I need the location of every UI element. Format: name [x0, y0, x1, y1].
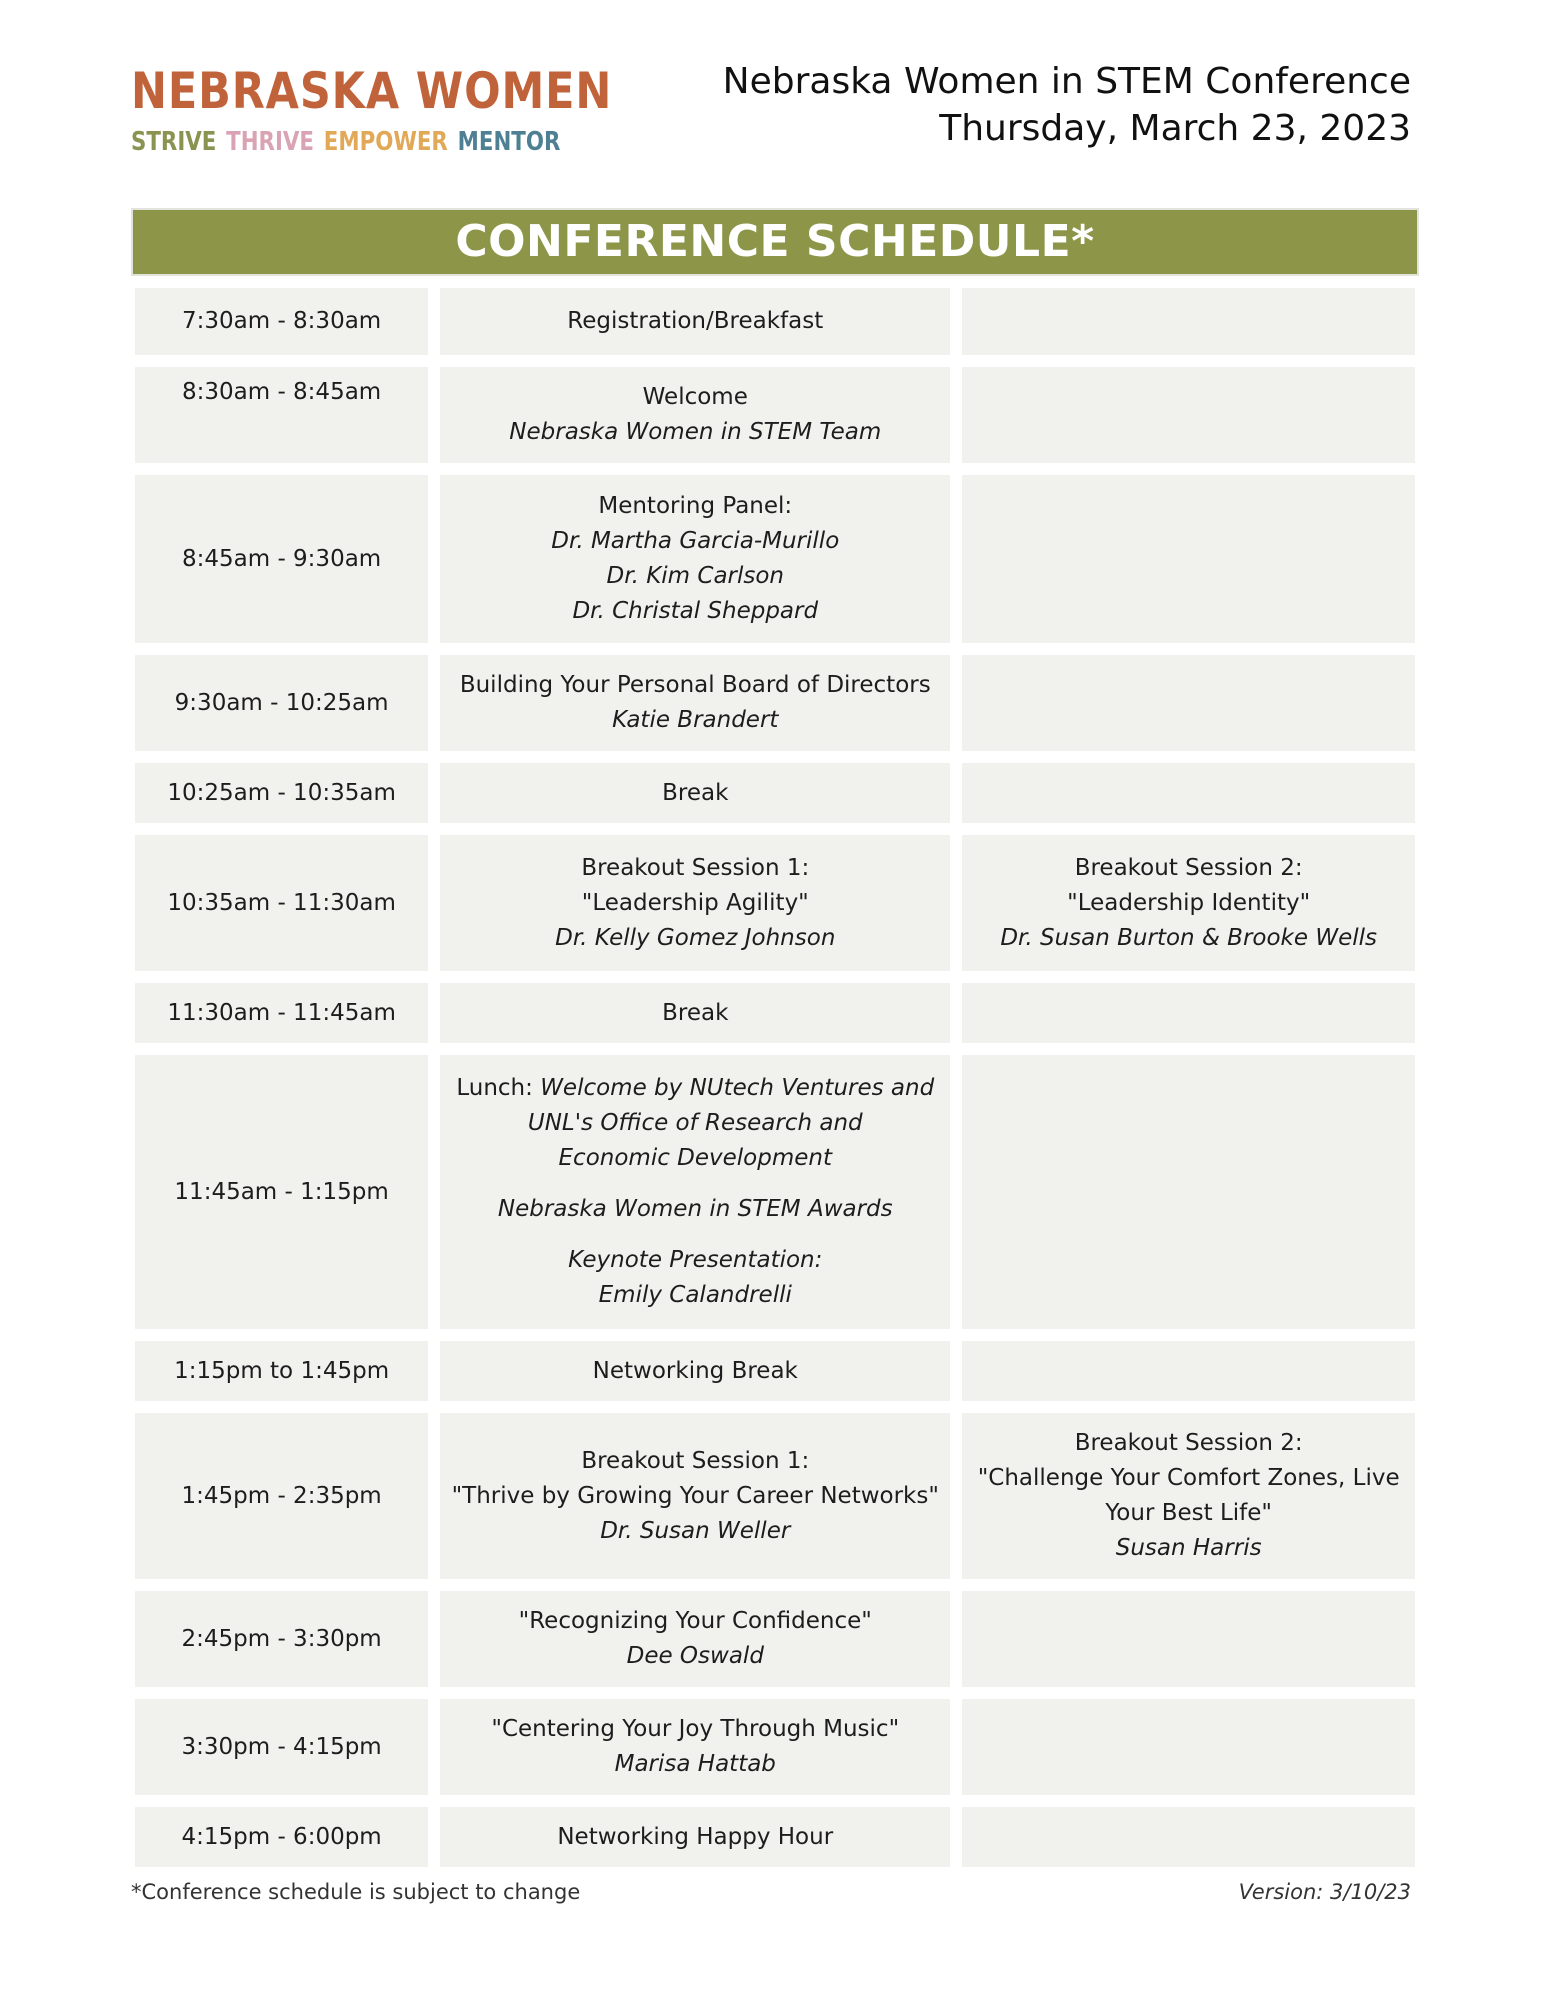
- footer-note: *Conference schedule is subject to change: [131, 1880, 581, 1904]
- lunch-line: [456, 1071, 934, 1106]
- session-title: Networking Happy Hour: [557, 1823, 834, 1850]
- session-cell: [440, 1413, 950, 1579]
- side-cell: [962, 763, 1415, 823]
- schedule-row: [135, 655, 1415, 751]
- session-title: Breakout Session 1:: [581, 854, 810, 881]
- side-cell: [962, 1055, 1415, 1329]
- panelist: Dr. Kim Carlson: [606, 563, 785, 589]
- conference-header: [723, 58, 1411, 152]
- conference-name: Nebraska Women in STEM Conference: [722, 61, 1411, 102]
- session-cell: [440, 655, 950, 751]
- session-speaker: Dr. Kelly Gomez Johnson: [555, 924, 836, 951]
- version-label: Version: 3/10/23: [1238, 1880, 1411, 1904]
- session-title: Building Your Personal Board of Directors: [459, 672, 931, 698]
- lunch-welcome: Welcome by NUtech Ventures and: [540, 1075, 935, 1101]
- session-title: Registration/Breakfast: [567, 308, 824, 334]
- session-title: Mentoring Panel:: [598, 493, 793, 519]
- session-title: "Recognizing Your Confidence": [518, 1608, 872, 1634]
- side-cell: [962, 1413, 1415, 1579]
- session-cell: [440, 983, 950, 1043]
- side-cell: [962, 835, 1415, 971]
- panelist: Dr. Martha Garcia-Murillo: [551, 528, 840, 554]
- side-cell: [962, 1341, 1415, 1401]
- time-cell: 10:35am - 11:30am: [135, 835, 428, 971]
- schedule-row: [135, 1341, 1415, 1401]
- time-cell: 7:30am - 8:30am: [135, 288, 428, 355]
- lunch-welcome: Economic Development: [558, 1145, 832, 1171]
- session-cell: [440, 1055, 950, 1329]
- session-title: "Centering Your Joy Through Music": [491, 1716, 900, 1742]
- session-title: Break: [662, 999, 729, 1026]
- time-cell: 8:30am - 8:45am: [135, 367, 428, 463]
- schedule-banner: CONFERENCE SCHEDULE*: [133, 210, 1417, 274]
- session-speaker: Nebraska Women in STEM Team: [509, 419, 882, 445]
- session-title: Breakout Session 2:: [1074, 1430, 1303, 1456]
- time-cell: 9:30am - 10:25am: [135, 655, 428, 751]
- schedule-row: [135, 475, 1415, 643]
- time-cell: 1:15pm to 1:45pm: [135, 1341, 428, 1401]
- schedule-row: [135, 983, 1415, 1043]
- session-cell: [440, 835, 950, 971]
- schedule-row: [135, 1055, 1415, 1329]
- session-subtitle: "Thrive by Growing Your Career Networks": [451, 1482, 939, 1509]
- conference-date: Thursday, March 23, 2023: [939, 108, 1411, 149]
- side-cell: [962, 1807, 1415, 1867]
- lunch-label: Lunch:: [456, 1075, 533, 1101]
- panelist: Dr. Christal Sheppard: [572, 598, 819, 624]
- session-cell: [440, 367, 950, 463]
- session-title: Breakout Session 1:: [581, 1447, 810, 1474]
- session-subtitle: Your Best Life": [1105, 1500, 1272, 1526]
- session-title: Networking Break: [592, 1357, 798, 1384]
- schedule-row: [135, 1591, 1415, 1687]
- time-cell: 2:45pm - 3:30pm: [135, 1591, 428, 1687]
- lunch-welcome: UNL's Office of Research and: [527, 1110, 863, 1136]
- schedule-row: [135, 288, 1415, 355]
- side-cell: [962, 367, 1415, 463]
- session-title: Break: [662, 779, 729, 806]
- session-cell: [440, 1807, 950, 1867]
- schedule-row: [135, 763, 1415, 823]
- session-speaker: Katie Brandert: [612, 707, 779, 733]
- time-cell: 11:45am - 1:15pm: [135, 1055, 428, 1329]
- keynote-speaker: Emily Calandrelli: [598, 1282, 792, 1308]
- tagline-thrive: THRIVE: [226, 127, 314, 157]
- side-cell: [962, 1699, 1415, 1795]
- side-cell: [962, 1591, 1415, 1687]
- session-speaker: Dee Oswald: [626, 1643, 764, 1669]
- awards: Nebraska Women in STEM Awards: [497, 1196, 893, 1222]
- session-cell: [440, 1699, 950, 1795]
- session-speaker: Marisa Hattab: [614, 1751, 776, 1777]
- time-cell: 4:15pm - 6:00pm: [135, 1807, 428, 1867]
- schedule-row: [135, 1807, 1415, 1867]
- side-cell: [962, 475, 1415, 643]
- side-cell: [962, 288, 1415, 355]
- session-cell: [440, 288, 950, 355]
- time-cell: 3:30pm - 4:15pm: [135, 1699, 428, 1795]
- session-title: Welcome: [642, 384, 748, 410]
- time-cell: 11:30am - 11:45am: [135, 983, 428, 1043]
- session-cell: [440, 1591, 950, 1687]
- schedule-row: [135, 1699, 1415, 1795]
- session-speaker: Susan Harris: [1115, 1535, 1262, 1561]
- session-subtitle: "Leadership Agility": [581, 889, 809, 916]
- side-cell: [962, 983, 1415, 1043]
- time-cell: 10:25am - 10:35am: [135, 763, 428, 823]
- schedule-table: [135, 288, 1415, 1879]
- tagline-empower: EMPOWER: [323, 127, 448, 157]
- session-cell: [440, 1341, 950, 1401]
- logo: [131, 62, 691, 158]
- side-cell: [962, 655, 1415, 751]
- session-cell: [440, 475, 950, 643]
- schedule-row: [135, 1413, 1415, 1579]
- logo-title: NEBRASKA WOMEN: [131, 62, 613, 120]
- session-subtitle: "Leadership Identity": [1067, 889, 1311, 916]
- time-cell: 8:45am - 9:30am: [135, 475, 428, 643]
- schedule-row: [135, 367, 1415, 463]
- session-speaker: Dr. Susan Weller: [600, 1517, 791, 1544]
- session-speaker: Dr. Susan Burton & Brooke Wells: [1000, 924, 1377, 951]
- session-cell: [440, 763, 950, 823]
- time-cell: 1:45pm - 2:35pm: [135, 1413, 428, 1579]
- schedule-row: [135, 835, 1415, 971]
- tagline-strive: STRIVE: [131, 127, 217, 157]
- logo-tagline: [131, 126, 590, 158]
- keynote-label: Keynote Presentation:: [568, 1247, 823, 1273]
- session-subtitle: "Challenge Your Comfort Zones, Live: [977, 1465, 1400, 1491]
- session-title: Breakout Session 2:: [1074, 854, 1303, 881]
- tagline-mentor: MENTOR: [457, 127, 561, 157]
